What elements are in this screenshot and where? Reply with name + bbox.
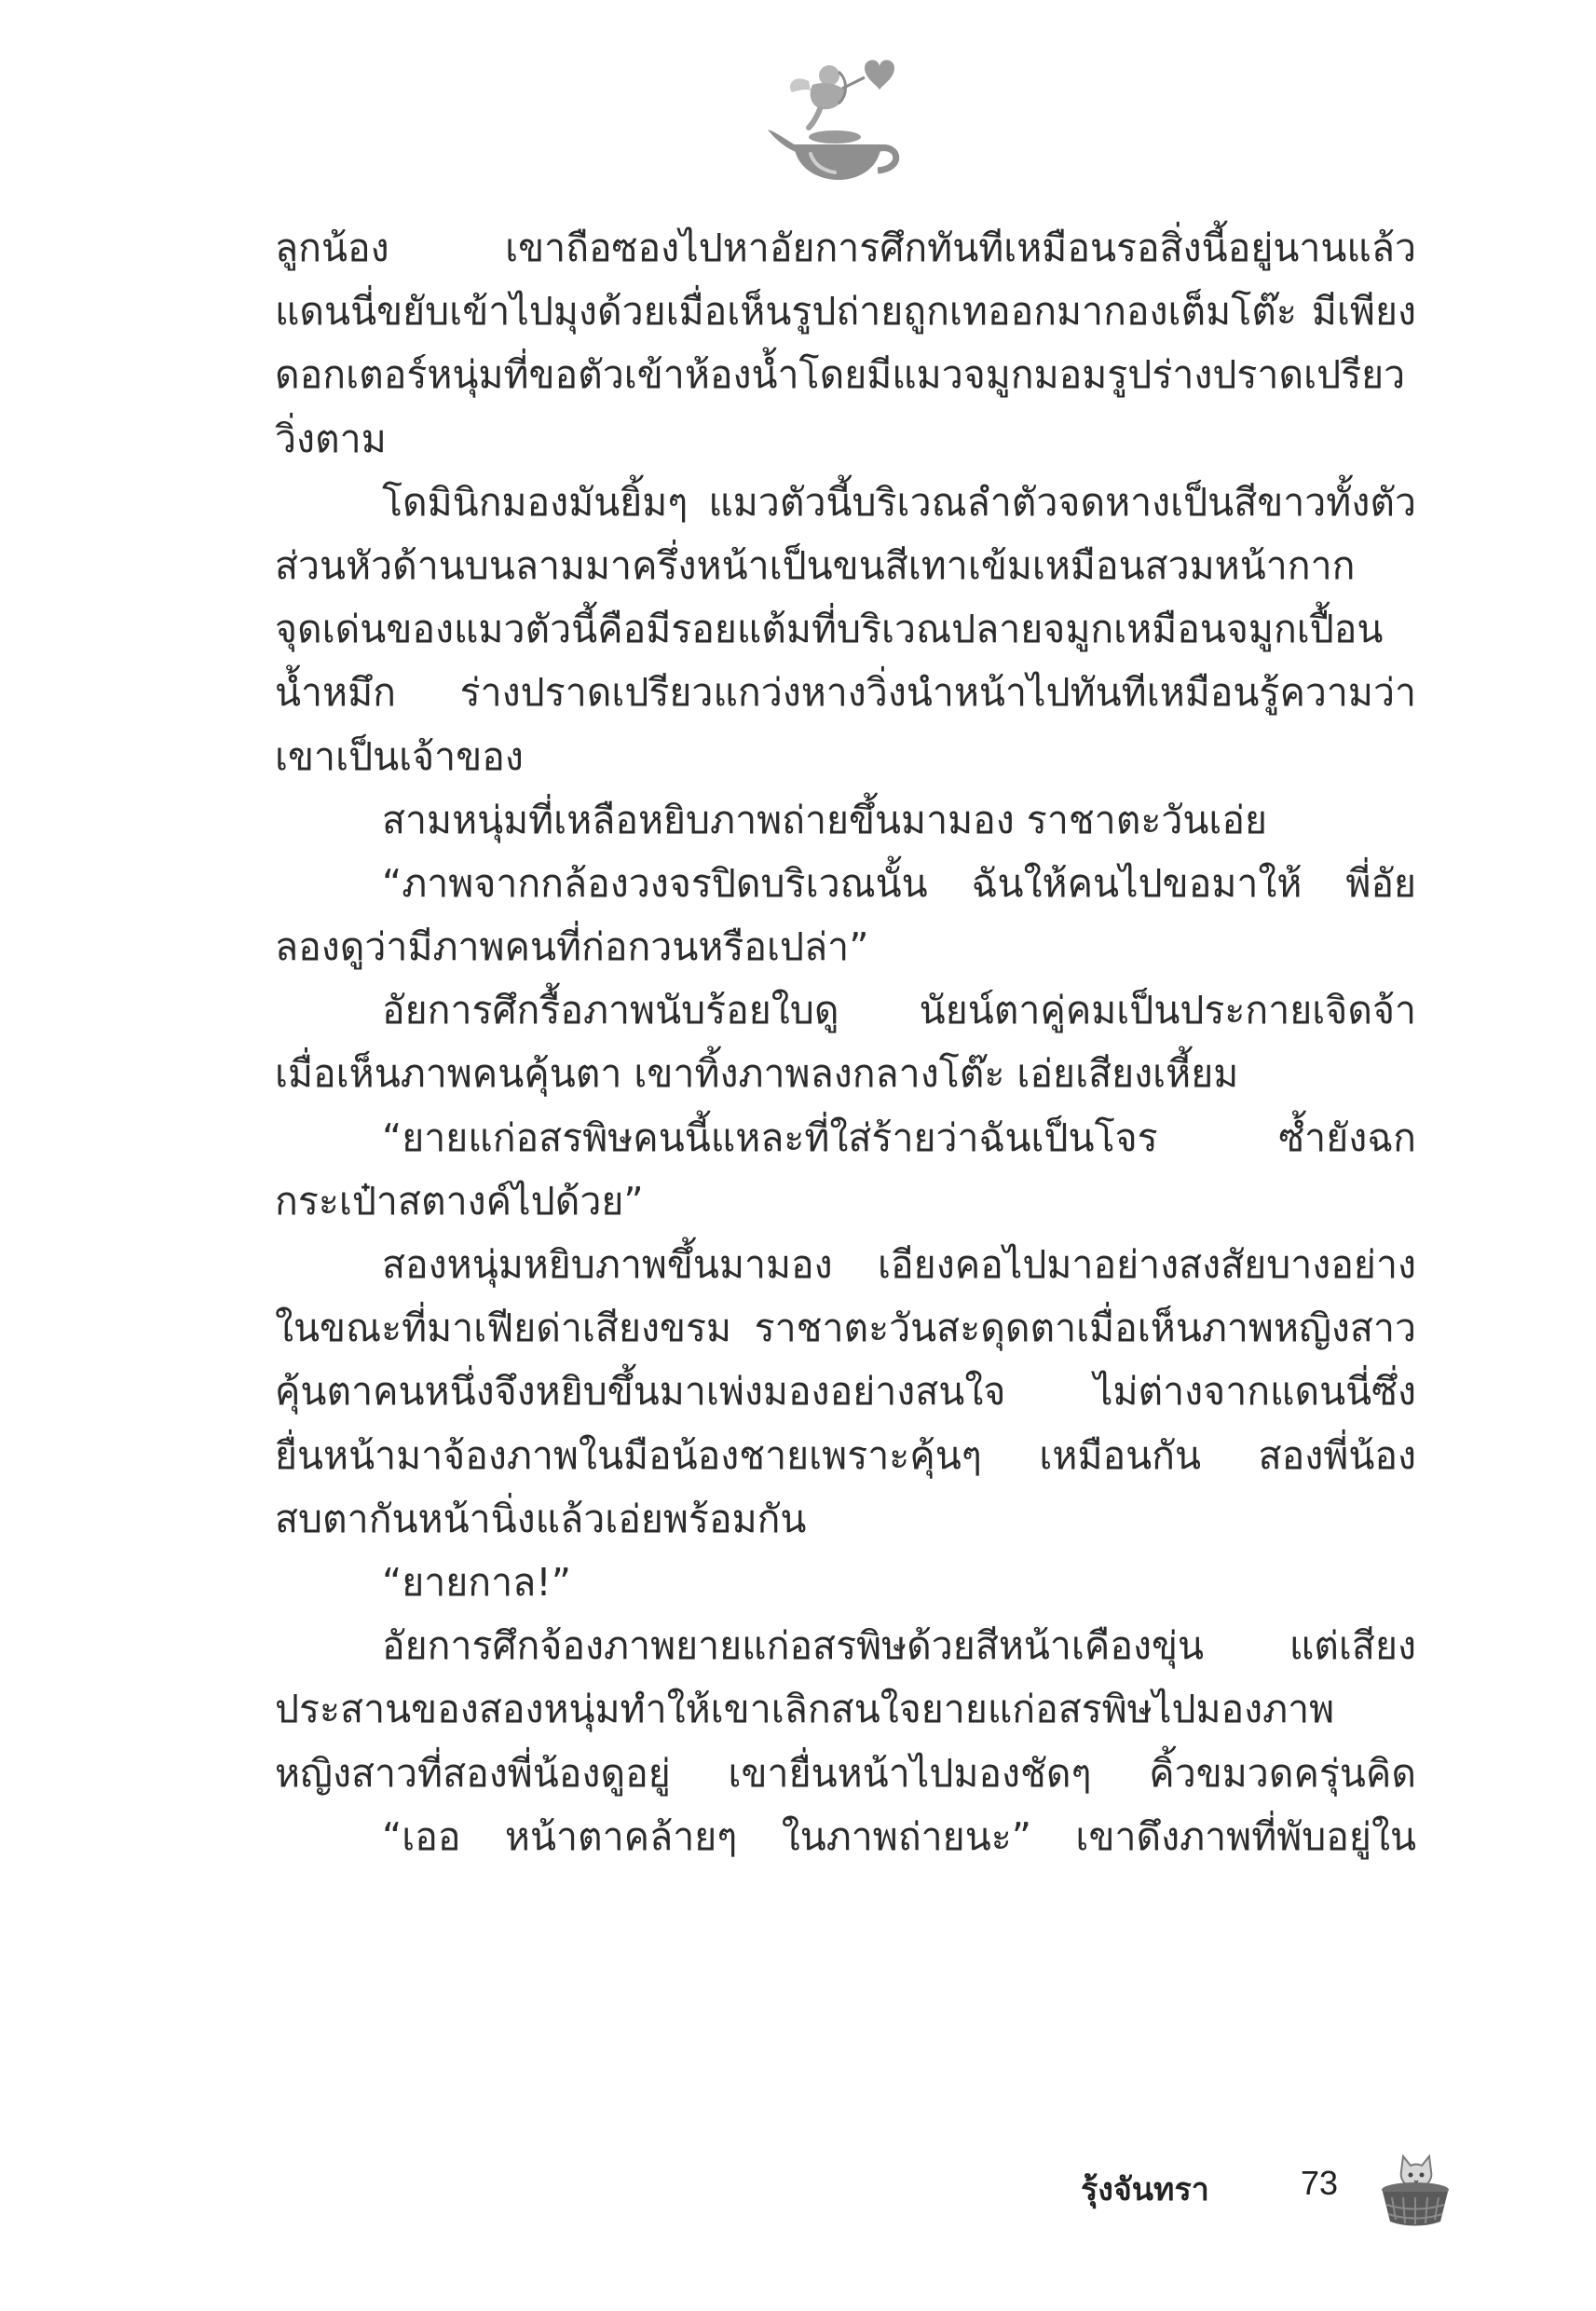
- text-line: จุดเด่นของแมวตัวนี้คือมีรอยแต้มที่บริเวณปลายจมูกเหมือนจมูกเปื้อน: [275, 607, 1384, 652]
- text-line: กระเป๋าสตางค์ไปด้วย”: [275, 1178, 644, 1224]
- text-line: ส่วนหัวด้านบนลามมาครึ่งหน้าเป็นขนสีเทาเข้มเหมือนสวมหน้ากาก: [275, 542, 1356, 588]
- text-line: คุ้นตาคนหนึ่งจึงหยิบขึ้นมาเพ่งมองอย่างสนใจ ไม่ต่างจากแดนนี่ซึ่ง: [275, 1369, 1416, 1415]
- text-line: อัยการศึกจ้องภาพยายแก่อสรพิษด้วยสีหน้าเคืองขุ่น แต่เสียง: [382, 1623, 1416, 1669]
- cat-in-basket-icon: [1377, 2143, 1453, 2227]
- text-line: น้ำหมึก ร่างปราดเปรียวแกว่งหางวิ่งนำหน้าไปทันทีเหมือนรู้ความว่า: [275, 670, 1416, 716]
- text-line: ประสานของสองหนุ่มทำให้เขาเลิกสนใจยายแก่อสรพิษไปมองภาพ: [275, 1687, 1335, 1732]
- text-line: แดนนี่ขยับเข้าไปมุงด้วยเมื่อเห็นรูปถ่ายถูกเทออกมากองเต็มโต๊ะ มีเพียง: [275, 289, 1416, 335]
- text-line: วิ่งตาม: [275, 416, 387, 461]
- text-line: หญิงสาวที่สองพี่น้องดูอยู่ เขายื่นหน้าไปมองชัดๆ คิ้วขมวดครุ่นคิด: [275, 1750, 1416, 1796]
- body-text: [275, 216, 1416, 1868]
- text-line: อัยการศึกรื้อภาพนับร้อยใบดู นัยน์ตาคู่คมเป็นประกายเจิดจ้า: [382, 988, 1416, 1033]
- book-title: รุ้งจันทรา: [1081, 2171, 1209, 2208]
- text-line: “ยายกาล!”: [382, 1559, 571, 1605]
- text-line: “ยายแก่อสรพิษคนนี้แหละที่ใส่ร้ายว่าฉันเป็นโจร ซ้ำยังฉก: [382, 1114, 1416, 1160]
- text-line: ลองดูว่ามีภาพคนที่ก่อกวนหรือเปล่า”: [275, 924, 869, 970]
- text-line: ดอกเตอร์หนุ่มที่ขอตัวเข้าห้องน้ำโดยมีแมวจมูกมอมรูปร่างปราดเปรียว: [275, 352, 1406, 398]
- text-line: สองหนุ่มหยิบภาพขึ้นมามอง เอียงคอไปมาอย่างสงสัยบางอย่าง: [382, 1242, 1416, 1287]
- cupid-teapot-icon: [755, 51, 913, 191]
- text-line: ยื่นหน้ามาจ้องภาพในมือน้องชายเพราะคุ้นๆ เหมือนกัน สองพี่น้อง: [275, 1432, 1416, 1478]
- text-line: “เออ หน้าตาคล้ายๆ ในภาพถ่ายนะ” เขาดึงภาพที่พับอยู่ใน: [382, 1813, 1416, 1859]
- text-line: เมื่อเห็นภาพคนคุ้นตา เขาทิ้งภาพลงกลางโต๊ะ เอ่ยเสียงเหี้ยม: [275, 1051, 1239, 1097]
- text-line: โดมินิกมองมันยิ้มๆ แมวตัวนี้บริเวณลำตัวจดหางเป็นสีขาวทั้งตัว: [382, 479, 1416, 525]
- page-footer: [1081, 2143, 1453, 2227]
- text-line: “ภาพจากกล้องวงจรปิดบริเวณนั้น ฉันให้คนไปขอมาให้ พี่อัย: [382, 860, 1416, 906]
- text-line: สามหนุ่มที่เหลือหยิบภาพถ่ายขึ้นมามอง ราชาตะวันเอ่ย: [382, 797, 1268, 842]
- text-line: สบตากันหน้านิ่งแล้วเอ่ยพร้อมกัน: [275, 1496, 807, 1541]
- text-line: ในขณะที่มาเฟียด่าเสียงขรม ราชาตะวันสะดุดตาเมื่อเห็นภาพหญิงสาว: [275, 1306, 1416, 1351]
- page-number: 73: [1301, 2164, 1339, 2202]
- text-line: ลูกน้อง เขาถือซองไปหาอัยการศึกทันทีเหมือนรอสิ่งนี้อยู่นานแล้ว: [275, 226, 1416, 270]
- text-line: เขาเป็นเจ้าของ: [275, 733, 524, 779]
